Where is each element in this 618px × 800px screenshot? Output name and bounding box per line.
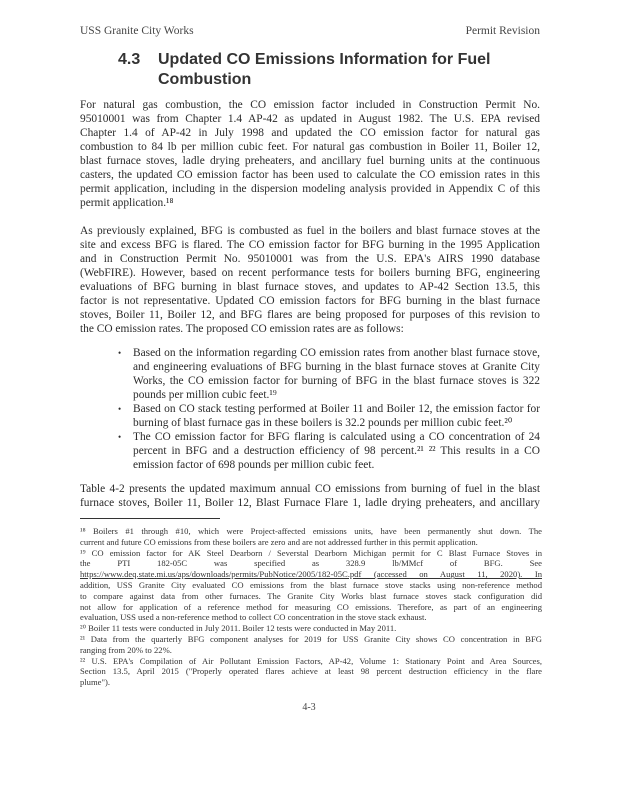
text-line: ¹⁹ CO emission factor for AK Steel Dearborn / Severstal Dearborn Michigan permit for C Blast Furnace Stoves in [80,547,542,558]
text-line: Chapter 1.4 of AP-42 in July 1998 and updated the CO emission factor for natural gas [80,127,540,139]
text-line: ²² U.S. EPA's Compilation of Air Pollutant Emission Factors, AP-42, Volume 1: Stationary Point and Area Sources, [80,655,542,666]
bullet-item [118,430,540,472]
text-line: (WebFIRE). However, based on recent performance tests for boilers burning BFG, engineering [80,267,540,279]
bullet-icon: • [118,432,122,442]
footnote-21 [80,634,542,656]
footnote-separator [80,518,220,519]
footnote-20 [80,623,542,634]
text-line: blast furnace stoves, ladle drying preheaters, and ancillary fuel burning units at the continuous [80,155,540,167]
text-line: 95010001 was from Chapter 1.4 AP-42 as updated in August 1982. The U.S. EPA revised [80,113,540,125]
text-line: to compare against data from other furnaces. The Granite City Works blast furnace stoves stack configuration did [80,590,542,601]
section-title: Updated CO Emissions Information for Fuel Combustion [158,51,491,88]
text-line: permit application, including in the dispersion modeling analysis provided in Appendix C of this [80,183,540,195]
text-line: ranging from 20% to 22%. [80,644,172,655]
section-heading [118,50,518,90]
bullet-item [118,346,540,402]
page-number: 4-3 [302,702,316,713]
text-line: stoves, Boiler 11, Boiler 12, and BFG flares are being proposed for purposes of this revision to [80,309,540,321]
section-number: 4.3 [118,51,141,68]
text-line: site and excess BFG is flared. The CO emission factor for BFG burning in the 1995 Application [80,239,540,251]
paragraph-table-ref [80,482,540,510]
text-line: ¹⁸ Boilers #1 through #10, which were Project-affected emissions units, have been permanently shut down. The [80,526,542,536]
text-line: Works, the CO emission factor for burning of BFG in the blast furnace stoves is 322 [133,375,540,387]
paragraph-bfg [80,224,540,336]
text-line: not allow for application of a reference method for measuring CO emissions. Therefore, as part of an engineering [80,601,542,612]
bullet-icon: • [118,404,122,414]
bullet-item [118,402,540,430]
text-line: ²⁰ Boiler 11 tests were conducted in July 2011. Boiler 12 tests were conducted in May 2011. [80,623,397,634]
text-line: evaluations of BFG burning in blast furnace stoves, and updates to AP-42 Section 13.5, this [80,281,540,293]
footnotes [80,526,542,688]
text-line: Based on CO stack testing performed at Boiler 11 and Boiler 12, the emission factor for [133,403,540,415]
text-line: emission factor of 698 pounds per million cubic feet. [133,459,375,471]
text-line: and in Construction Permit No. 95010001 was from the U.S. EPA's AIRS 1990 database [80,253,540,265]
text-line: The CO emission factor for BFG flaring is calculated using a CO concentration of 24 [133,431,540,443]
text-line: factor is not representative. Updated CO emission factors for BFG burning in the blast furnace [80,295,540,307]
text-line: pounds per million cubic feet.¹⁹ [133,389,277,401]
text-line: combustion to 84 lb per million cubic feet. For natural gas combustion in Boiler 11, Boiler 12, [80,141,540,153]
text-line: and engineering evaluations of BFG burning in the blast furnace stoves at Granite City [133,361,540,373]
text-line: Section 13.5, April 2015 ("Properly operated flares achieve at least 98 percent destruction efficiency in the flare [80,666,542,677]
text-line: plume"). [80,677,110,688]
text-line: the CO emission rates. The proposed CO emission rates are as follows: [80,323,404,335]
running-header-right: Permit Revision [465,25,540,37]
text-line: For natural gas combustion, the CO emission factor included in Construction Permit No. [80,99,540,111]
text-line: casters, the updated CO emission factor has been used to calculate the CO emission rates in this [80,169,540,181]
bullet-icon: • [118,348,122,358]
bullet-list [118,346,540,472]
text-line: https://www.deq.state.mi.us/aps/downloads/permits/PubNotice/2005/182-05C.pdf (accessed on August 11, 2020). In [80,569,542,580]
footnote-18 [80,526,542,548]
text-line: current and future CO emissions from these boilers are zero and are not addressed further in this permit application. [80,536,478,547]
text-line: percent in BFG and a destruction efficiency of 98 percent.²¹ ²² This results in a CO [133,445,540,457]
running-header-left: USS Granite City Works [80,25,194,37]
text-line: ²¹ Data from the quarterly BFG component analyses for 2019 for USS Granite City shows CO concentration in BFG [80,633,542,644]
footnote-19 [80,548,542,624]
text-line: evaluation, USS used a non-reference method to collect CO concentration in the stove stack exhaust. [80,612,427,623]
text-line: Table 4-2 presents the updated maximum annual CO emissions from burning of fuel in the blast [80,483,540,495]
text-line: Based on the information regarding CO emission rates from another blast furnace stove, [133,347,540,359]
text-line: burning of blast furnace gas in these boilers is 32.2 pounds per million cubic feet.²⁰ [133,417,513,429]
text-line: addition, USS Granite City evaluated CO emissions from the blast furnace stove stacks using non-reference method [80,579,542,590]
text-line: the PTI 182-05C was specified as 328.9 lb/MMcf of BFG. See [80,558,542,569]
paragraph-natural-gas [80,98,540,210]
text-line: As previously explained, BFG is combusted as fuel in the boilers and blast furnace stoves at the [80,225,540,237]
footnote-22 [80,656,542,688]
text-line: permit application.¹⁸ [80,197,174,209]
text-line: furnace stoves, Boiler 11, Boiler 12, Blast Furnace Flare 1, ladle drying preheaters, and ancillary [80,497,540,509]
